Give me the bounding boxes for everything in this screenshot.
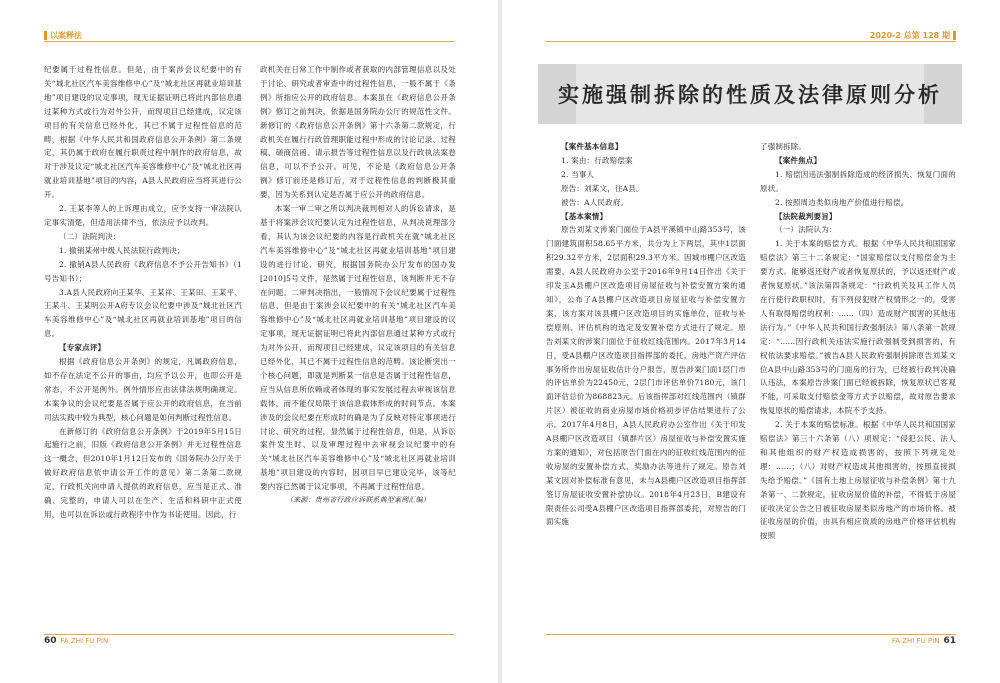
footer-text: FA ZHI FU PIN bbox=[891, 637, 940, 645]
paragraph: 【专家点评】 bbox=[59, 343, 106, 353]
paragraph: 3.A县人民政府向王某华、王某祥、王某田、王某平、王某斗、王某明公开A府专议会议纪要中涉及“城北社区汽车美容维修中心”及“城北社区再就业培训基地”项目的信息。 bbox=[44, 287, 242, 339]
paragraph: （二）法院判决： bbox=[59, 231, 121, 241]
paragraph: 1. 案由：行政赔偿案 bbox=[561, 155, 633, 165]
left-header-rule bbox=[44, 41, 454, 42]
header-bar-icon bbox=[44, 31, 47, 40]
issue-label: 2020-2 总第 128 期 bbox=[869, 31, 950, 40]
paragraph: 被告：A人民政府。 bbox=[561, 197, 629, 207]
right-header-rule bbox=[546, 41, 956, 42]
paragraph: 【法院裁判要旨】 bbox=[775, 211, 837, 221]
header-bar-icon bbox=[953, 31, 956, 40]
left-column-2 bbox=[260, 63, 456, 508]
paragraph: 在新修订的《政府信息公开条例》于2019年5月15日起施行之前，旧版《政府信息公开条例》并无过程性信息这一概念，但2010年1月12日发布的《国务院办公厅关于做好政府信息依申请公开工作的意见》第二条第二款规定，行政机关向申请人提供的政府信息，应当是正式、准确、完整的，申请人可以在生产、生活和科研中正式使用，也可以在诉讼或行政程序中作为书证使用。因此，行 bbox=[44, 426, 242, 519]
paragraph: 根据《政府信息公开条例》的规定，凡属政府信息，如不存在法定不公开的事由，均应予以公开，也即公开是常态，不公开是例外。例外情形应由法律法规明确规定。本案争议的会议纪要是否属于应公开的政府信息，在当前司法实践中较为典型，核心问题是如何判断过程性信息。 bbox=[44, 357, 242, 422]
paragraph: （一）法院认为： bbox=[775, 225, 837, 235]
paragraph: （来源：贵州省行政应诉联系典型案例汇编） bbox=[286, 496, 430, 505]
right-header bbox=[870, 30, 956, 41]
paragraph: 1. 撤销某州中级人民法院行政判决； bbox=[59, 245, 185, 255]
paragraph: 本案一审二审之所以判决裁判相对人的诉讼请求，是基于将案涉会议纪要认定为过程性信息，从判决说理部分看，其认为该会议纪要的内容是行政机关在就“城北社区汽车美容维修中心”及“城北社区再就业培训基地”项目建设的进行讨论、研究，根据国务院办公厅发布的国办发[2010]5号文件，是然属于过程性信息，该判断并无不存在问题。二审判决指出，一般情况下会议纪要属于过程性信息，但是由于案涉会议纪要中的有关“城北社区汽车美容维修中心”及“城北社区再就业培训基地”项目建设的议定事项，现无证据证明已将此内部信息通过某种方式或行为对外公开，而现项目已经建成，议定该项目的有关信息已经外化，其已不属于过程性信息的范畴。该论断突出一个核心问题，即就是判断某一信息是否属于过程性信息，应当从信息所依赖或者体现的事实发展过程去审视该信息载体，而不能仅局限于该信息载体形成的时间节点。本案涉及的会议纪要在形成时的确是为了反映对特定事项进行讨论、研究的过程，显然属于过程性信息，但是，从诉讼案件发生时、以及审理过程中去审视会议纪要中的有关“城北社区汽车美容维修中心”及“城北社区再就业培训基地”项目建设的内容时，因项目早已建设完毕，该等纪要内容已然属于议定事项，不再属于过程性信息。 bbox=[260, 204, 456, 492]
left-footer bbox=[44, 636, 112, 646]
paragraph: 1. 赔偿因违法强制拆除造成的经济损失、恢复门面的原状。 bbox=[760, 169, 956, 193]
paragraph: 【案件焦点】 bbox=[775, 155, 822, 165]
left-footer-rule bbox=[44, 634, 454, 635]
page-number: 61 bbox=[943, 636, 956, 646]
left-page bbox=[0, 0, 498, 683]
right-footer bbox=[888, 636, 956, 646]
paragraph: 政机关在日常工作中制作或者获取的内部管理信息以及处于讨论、研究或者审查中的过程性信息，一般不属于《条例》所指应公开的政府信息。本案虽在《政府信息公开条例》修订之前判决，依据是国务院办公厅的规范性文件。新修订的《政府信息公开条例》第十六条第二款规定，行政机关在履行行政管理职能过程中形成的讨论记录、过程稿、磋商信函、请示报告等过程性信息以及行政执法案卷信息，可以不予公开。可见，不论是《政府信息公开条例》修订前还是修订后，对于过程性信息的判断极其重要，因为关系到认定是否属于应公开的政府信息。 bbox=[260, 65, 456, 200]
paragraph: 2. 按照周边类似房地产价值进行赔偿。 bbox=[775, 197, 909, 207]
left-header bbox=[44, 30, 82, 41]
paragraph: 原告刘某文涉案门面位于A县平溪镇中山路353号，该门面建筑面积58.65平方米，共分为上下两层，其中1层面积29.32平方米，2层面积29.3平方米。因城市棚户区改造需要，A县人民政府办公室于2016年9月14日作出《关于印发玉A县棚户区改造项目房屋征收与补偿安置方案的通知》，公布了A县棚户区改造项目房屋征收与补偿安置方案，该方案对该县棚户区改造项目的实施单位，征收与补偿原则、评估机构的选定及安置补偿方式进行了规定。原告刘某文的涉案门面位于征收红线范围内。2017年3月14日，受A县棚户区改造项目指挥部的委托，房地产资产评估事务所作出房屋征收估计分户报告，原告涉案门面1层门市的评估单价为22450元，2层门市评估单价7180元，该门面评估总价为868823元。后该指挥部对红线范围内（镇群片区）被征收的商业房屋市场价格初步评估结果进行了公示。2017年4月8日，A县人民政府办公室作出《关于印发A县棚户区改造项目（镇群片区）房屋征收与补偿安置实施方案的通知》，对包括原告门面在内的征收红线范围内的征收房屋的安置补偿方式、奖励办法等进行了规定。原告刘某文因对补偿标准有意见，未与A县棚户区改造项目指挥部签订房屋征收安置补偿协议。2018年4月23日，B建设有限责任公司受A县棚户区改造项目指挥部委托，对原告的门面实施 bbox=[546, 225, 746, 527]
paragraph: 2. 当事人 bbox=[561, 169, 595, 179]
article-title: 实施强制拆除的性质及法律原则分析 bbox=[558, 82, 942, 107]
paragraph: 了强制拆除。 bbox=[760, 142, 807, 151]
paragraph: 2. 撤销A县人民政府《政府信息不予公开告知书》（1号告知书）； bbox=[44, 259, 242, 283]
paragraph: 原告：刘某文，住A县。 bbox=[561, 183, 644, 193]
footer-text: FA ZHI FU PIN bbox=[60, 637, 109, 645]
right-column-1 bbox=[546, 140, 746, 529]
title-banner bbox=[538, 64, 962, 124]
section-label: 以案释法 bbox=[50, 31, 82, 40]
right-column-2 bbox=[760, 140, 956, 543]
paragraph: 2. 王某李等人的上诉理由成立，应予支持一审法院认定事实清楚，但适用法律不当，依法应予以改判。 bbox=[44, 204, 242, 227]
paragraph: 纪要属于过程性信息。但是，由于案涉会议纪要中的有关“城北社区汽车美容维修中心”及“城北社区再就业培训基地”项目建设的议定事项，现无证据证明已将此内部信息通过某种方式或行为对外公开，而现项目已经建成，议定该项目的有关信息已经外化，其已不属于过程性信息的范畴，根据《中华人民共和国政府信息公开条例》第二条规定，其仍属于政府在履行职责过程中制作的政府信息，故对于涉及议定“城北社区汽车美容维修中心”及“城北社区再就业培训基地”项目的内容，A县人民政府应当将其进行公开。 bbox=[44, 65, 242, 200]
paragraph: 1. 关于本案的赔偿方式。根据《中华人民共和国国家赔偿法》第三十二条规定：“国家赔偿以支付赔偿金为主要方式。能够返还财产或者恢复原状的，予以返还财产或者恢复原状。”该法第四条规定：“行政机关及其工作人员在行使行政职权时，有下列侵犯财产权情形之一的，受害人有取得赔偿的权利：……（四）造成财产损害的其他违法行为。”《中华人民共和国行政强制法》第八条第一款规定：“……因行政机关违法实施行政强制受到损害的，有权依法要求赔偿。”被告A县人民政府强制拆除原告刘某文位A县中山路353号的门面房的行为，已经被行政判决确认违法，本案原告涉案门面已经被拆除，恢复原状已客观不能，可采取支付赔偿金等方式予以赔偿，故对原告要求恢复原状的赔偿请求，本院不予支持。 bbox=[760, 239, 956, 416]
paragraph: 【基本案情】 bbox=[561, 211, 608, 221]
right-footer-rule bbox=[546, 634, 956, 635]
left-column-1 bbox=[44, 63, 242, 522]
paragraph: 2. 关于本案的赔偿标准。根据《中华人民共和国国家赔偿法》第三十六条第（八）项规定：“侵犯公民、法人和其他组织的财产权造成损害的，按照下列规定处理：……；（八）对财产权造成其他损害的，按照直接损失给予赔偿。”《国有土地上房屋征收与补偿条例》第十九条第一、二款规定，征收房屋价值的补偿，不得低于房屋征收决定公告之日被征收房屋类似房地产的市场价格。被征收房屋的价值，由具有相应资质的房地产价格评估机构按照 bbox=[760, 420, 956, 541]
paragraph: 【案件基本信息】 bbox=[561, 142, 623, 151]
page-number: 60 bbox=[44, 636, 57, 646]
